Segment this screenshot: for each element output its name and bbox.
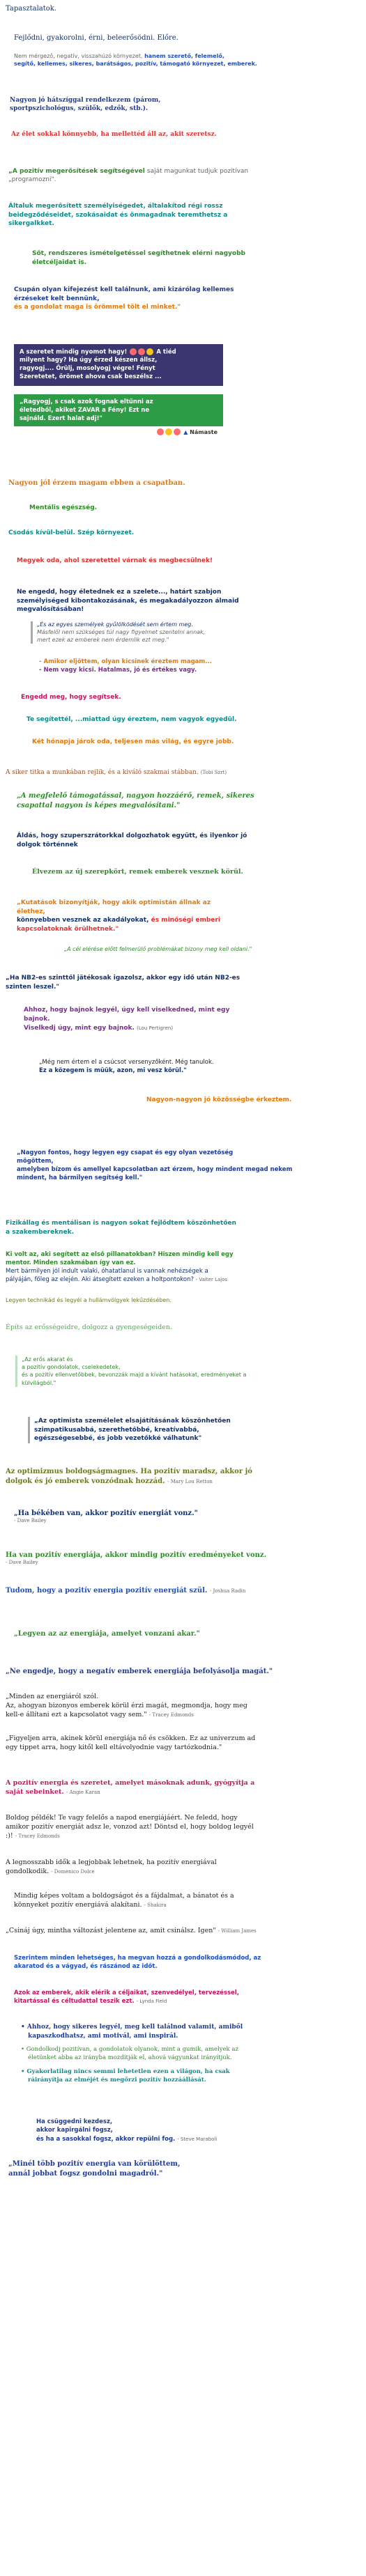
smile-icon [146, 348, 153, 355]
transform-pain [0, 1892, 366, 1910]
willpower-line-3: és a pozitív ellenvetőbbek, bevonzzák majd a kívánt hatásokat, eredményeket a [22, 1372, 247, 1379]
hatred-line-2: Másfelől nem szükséges túl nagy figyelmet szentelni annak, [37, 628, 206, 635]
optimism-quote-box [28, 1417, 338, 1443]
leadership-line-1: „Nagyon fontos, hogy legyen egy csapat és egy olyan vezetőség [17, 1149, 234, 1156]
intro-block [0, 4, 366, 14]
list-item-line-1: • Gondolkodj pozitívan, a gondolatok olyanok, mint a gumik, amelyek az [21, 2046, 345, 2054]
leadership-line-4: mindent, ha bármilyen segítség kell." [17, 1174, 143, 1181]
positive-results [0, 1551, 366, 1566]
goal-problems [0, 946, 366, 952]
happiness-magnet-author: - Mary Lou Retton [167, 1478, 213, 1484]
great-community-text: Nagyon-nagyon jó közösségbe érkeztem. [146, 1096, 292, 1103]
worst-times [0, 1859, 366, 1877]
beautiful-env [0, 529, 366, 536]
research-line-3 [17, 916, 349, 925]
mental-health [0, 504, 366, 511]
optimism-line-1: „Az optimista személelet elsajátításának köszönhetően [34, 1418, 231, 1425]
hatred-line-3: mert ezek az emberek nem érdemlik ezt meg." [37, 636, 169, 643]
life-goals-block [0, 249, 366, 267]
social-post-1-line-4: Szeretetet, örömet ahova csak beszélsz ... [20, 373, 162, 381]
eagles-block [0, 2118, 366, 2143]
page-title: Tapasztalatok. [6, 5, 57, 13]
mentor-block [0, 1251, 366, 1285]
expression-block [0, 286, 366, 312]
small-dialog-line-1: - Amikor eljöttem, olyan kicsinek éreztem magam... [39, 658, 212, 665]
healing-energy-line-2 [6, 1788, 360, 1797]
team-support-quote [0, 791, 366, 810]
happy-day [0, 1814, 366, 1840]
mentor-line-1: Ki volt az, aki segített az első pillanatokban? Hiszen mindig kell egy [6, 1251, 234, 1258]
affirmation-block [0, 167, 366, 184]
list-item-line-2: életünket abba az irányba mozdítják el, ahová vágyunkat irányítjuk. [28, 2054, 232, 2062]
research-line-3b: és minőségi emberi [151, 917, 220, 924]
list-item-line-1: • Gyakorlatilag nincs semmi lehetetlen ezen a világon, ha csak [21, 2068, 345, 2077]
blessing-line-2: dolgok történnek [17, 841, 78, 848]
leadership-line-3a: amelyben bízom és amellyel kapcsolatban azt érzem, hogy mindent [17, 1165, 244, 1173]
list-item [21, 2068, 345, 2085]
great-community [0, 1096, 366, 1103]
all-about-energy-line-3-text: kell-e állítani ezt a kapcsolatot vagy sem." [6, 1710, 147, 1718]
research-line-3a: könnyebben vesznek az akadályokat, [17, 917, 149, 924]
summit-line-1: „Még nem értem el a csúcsot versenyzőként. Még tanulok. [39, 1059, 214, 1066]
research-line-2: élethez, [17, 908, 45, 915]
achievers-author: - Lynda Field [136, 1998, 167, 2004]
make-difference-author: - William James [218, 1928, 257, 1934]
list-item [21, 2023, 345, 2040]
negative-influence [0, 1668, 366, 1675]
environment-block [0, 53, 366, 68]
intro-line [0, 33, 366, 43]
blessing-line-1: Áldás, hogy szuperszrátorkkal dolgozhatok együtt, és ilyenkor jó [17, 832, 247, 839]
happy-day-line-2: amikor pozitív energiát adsz le, vonzod azt! Döntsd el, hogy boldog legyél [6, 1822, 254, 1831]
post-1-text-b: A tiéd [156, 348, 176, 356]
boundary-block [0, 588, 366, 614]
list-item-line-2: kapaszkodhatsz, ami motivál, ami inspirál. [28, 2032, 178, 2040]
heart-icon [130, 348, 137, 355]
eagles-line-2: akkor kapirgálni fogsz, [36, 2127, 113, 2134]
be-the-energy [0, 1630, 366, 1638]
social-post-1 [0, 344, 366, 386]
all-about-energy-author: - Tracey Edmonds [148, 1712, 194, 1718]
mindset-line-1: Szerintem minden lehetséges, ha megvan hozzá a gondolkodásmódod, az [14, 1955, 261, 1962]
mindset-block [0, 1955, 366, 1971]
peace-author: - Dave Bailey [14, 1518, 47, 1523]
technique-text: Legyen technikád és legyél a hullámvölgyek lekűzdésében. [6, 1297, 171, 1303]
happiness-magnet-line-1: Az optimizmus boldogságmagnes. Ha pozitív maradsz, akkor jó [6, 1468, 252, 1475]
achievers-line-2 [14, 1998, 352, 2006]
life-goals-line-2: életcéljaidat is. [32, 258, 87, 266]
watch-energy-line-1: „Figyeljen arra, akinek körül energiája nő és csökken. Ez az univerzum ad [6, 1735, 256, 1742]
like-icon: ▲ [183, 428, 188, 435]
support-line-2: sportpszichológus, szülők, edzők, stb.). [10, 105, 148, 113]
mindset-line-2: akaratod és a vágyad, és rászánod az időt. [14, 1962, 158, 1970]
beautiful-env-text: Csodás kívül-belül. Szép környezet. [8, 529, 135, 536]
social-post-2-line-2: életedből, akiket ZAVAR a Fény! Ezt ne [20, 406, 150, 414]
leadership-line-2: mögöttem, [17, 1157, 54, 1165]
success-secret [0, 769, 366, 776]
mental-health-text: Mentális egészség. [29, 504, 98, 511]
new-role-text: Élvezem az új szerepkört, remek emberek vesznek körül. [32, 868, 243, 876]
happy-day-author: - Tracey Edmonds [15, 1833, 60, 1839]
social-post-2-card [14, 394, 223, 438]
welcome-line [0, 557, 366, 564]
boundary-line-2: személyiséged kibontakozásának, és megakadályozzon álmaid [17, 597, 239, 605]
hatred-quote-box [31, 621, 335, 644]
optimism-quote [0, 1417, 366, 1443]
two-months [0, 738, 366, 745]
willpower-quote-box [15, 1356, 351, 1387]
research-line-1: „Kutatások bizonyítják, hogy akik optimistán állnak az [17, 899, 211, 906]
support-line-1: Nagyon jó hátszíggal rendelkezem (párom, [10, 97, 161, 104]
let-help [0, 694, 366, 701]
leadership-line-3 [17, 1166, 349, 1174]
reinforce-line-1: Általuk megerősített személyiségedet, általakítod régi rossz [8, 203, 223, 210]
list-item-line-1: • Ahhoz, hogy sikeres legyél, meg kell találnod valamit, amiből [21, 2023, 345, 2032]
list-item-line-2: ráirányítja az elméjét és megőrzi pozitív hozzáállását. [28, 2076, 206, 2084]
affirmation-lead: „A pozitív megerősítések segítségével [8, 168, 145, 175]
happy-day-line-1: Boldog példék! Te vagy felelős a napod energiájáért. Ne feledd, hogy [6, 1814, 238, 1822]
let-help-text: Engedd meg, hogy segítsek. [21, 694, 121, 701]
mentor-line-4-text: pályáján, főleg az elején. Aki átsegített ezeken a holtpontokon? [6, 1275, 194, 1283]
happiness-magnet [0, 1467, 366, 1486]
team-support-line-1: „A megfelelő támogatással, nagyon hozzáérő, remek, sikeres [17, 792, 254, 800]
bullet-list-items [21, 2023, 345, 2085]
not-alone-text: Te segítettél, ...miattad úgy éreztem, nem vagyok egyedül. [26, 716, 237, 723]
eagles-line-1: Ha csüggedni kezdesz, [36, 2118, 113, 2125]
transform-pain-line-1: Mindig képes voltam a boldogságot és a fájdalmat, a bánatot és a [14, 1892, 234, 1900]
reactions-bar[interactable] [14, 426, 223, 438]
worst-times-line-1: A legnosszabb idők a legjobbak lehetnek, ha pozitív energiával [6, 1859, 217, 1866]
support-block [0, 96, 366, 113]
transform-pain-author: - Shakira [144, 1902, 167, 1908]
transform-pain-line-2-text: könnyeket pozitív energiává alakítani. [14, 1900, 142, 1909]
achievers-line-1: Azok az emberek, akik elérik a céljaikat, szenvedélyel, tervezéssel, [14, 1989, 239, 1996]
team-support-line-2: csapattal nagyon is képes megvalósítani." [17, 801, 181, 809]
hatred-quote [0, 621, 366, 644]
social-post-2-line-1: „Ragyogj, s csak azok fognak eltűnni az [20, 398, 153, 405]
watch-energy [0, 1735, 366, 1753]
champion-line-2: bajnok. [24, 1016, 50, 1023]
willpower-line-2: a pozitív gondolatok, cselekedetek, [22, 1364, 121, 1371]
positive-results-author: - Dave Bailey [6, 1560, 38, 1565]
social-post-2-line-3: sajnáld. Ezert halat adj!" [20, 414, 102, 422]
success-secret-author: (Tobi Szrt) [200, 770, 227, 775]
eagles-line-3 [36, 2135, 330, 2143]
list-item [21, 2046, 345, 2063]
environment-neg: Nem mérgező, negatív, visszahúzó környezet, [14, 53, 143, 59]
all-about-energy-line-2: Az, ahogyan bizonyos emberek körül érzi magát, megmondja, hogy meg [6, 1701, 247, 1709]
more-energy [0, 2159, 366, 2178]
reinforce-line-3: sikergalkket. [8, 220, 54, 228]
summit-quote [0, 1056, 366, 1078]
two-months-text: Két hónapja járok oda, teljesen más világ, és egyre jobb. [32, 738, 234, 745]
eagles-line-3a: és ha a sasokkal fogsz, [36, 2135, 114, 2143]
small-dialog [0, 658, 366, 675]
nb2-line-1: „Ha NB2-es szinttől jätékosak igazolsz, akkor egy idő után NB2-es [6, 975, 241, 981]
physical-mental-line-2: a szakembereknek. [6, 1228, 75, 1236]
happy-day-line-3-text: :)! [6, 1831, 13, 1840]
all-about-energy-line-1: „Minden az energiáról szól. [6, 1693, 98, 1700]
willpower-line-4: külvilágból." [22, 1379, 56, 1386]
environment-pos: hanem szerető, felemelő, [144, 53, 224, 59]
strengths-line [0, 1324, 366, 1331]
healing-energy-author: - Angie Karan [66, 1789, 100, 1795]
strengths-text: Építs az erősségeidre, dolgozz a gyengeségeiden. [6, 1324, 173, 1331]
energy-breeds-author: - Joshua Radin [209, 1588, 246, 1594]
reinforce-line-2: beidegződéseidet, szokásaidat és önmagadnak teremthetsz a [8, 211, 228, 219]
affirmation-line-1 [8, 167, 358, 176]
leadership-line-3b: megad nekem [245, 1165, 293, 1173]
hatred-line-1: „És az egyes személyek gyűlölködését sem értem meg. [37, 621, 193, 628]
more-energy-line-2: annál jobbat fogsz gondolni magadról." [8, 2169, 163, 2178]
champion-author: (Lou Pertigren) [137, 1025, 174, 1032]
be-the-energy-text: „Legyen az az energiája, amelyet vonzani akar." [14, 1630, 200, 1638]
physical-mental-line-1: Fizikállag és mentálisan is nagyon sokat fejlődtem köszönhetően [6, 1220, 236, 1227]
affirmation-line-2: „programozni". [8, 176, 56, 184]
environment-line-2: segítő, kellemes, sikeres, barátságos, pozitív, támogató környezet, emberek. [14, 60, 257, 67]
energy-breeds [0, 1587, 366, 1595]
mentor-line-3: Mert bármilyen jól indult valaki, óhatatlanul is vannak nehézségek a [6, 1267, 208, 1275]
healing-energy-line-2-text: saját sebeinket. [6, 1787, 64, 1796]
life-goals-line-1: Sőt, rendszeres ismételgetéssel segíthetnek elérni nagyobb [32, 250, 245, 257]
life-easier-text: Az élet sokkal könnyebb, ha mellettéd áll az, akit szeretsz. [11, 131, 217, 138]
healing-energy [0, 1779, 366, 1797]
more-energy-line-1: „Minél több pozitív energia van körülöttem, [8, 2160, 181, 2168]
happiness-magnet-line-2-text: dolgok és jó emberek vonzódnak hozzád. [6, 1477, 165, 1485]
make-difference [0, 1927, 366, 1934]
not-alone [0, 716, 366, 723]
boundary-line-1: Ne engedd, hogy életednek ez a szelete..., határt szabjon [17, 589, 222, 596]
smile-icon [165, 428, 172, 435]
energy-breeds-text: Tudom, hogy a pozitív energia pozitív energiát szül. [6, 1587, 208, 1595]
willpower-line-1: „Az erős akarat és [22, 1356, 73, 1363]
environment-line-1 [14, 53, 352, 61]
summit-line-2: Ez a közegem is müük, azon, mi vesz körül." [39, 1066, 187, 1074]
mentor-line-4 [6, 1276, 360, 1285]
physical-mental [0, 1219, 366, 1236]
mentor-line-2: mentor. Minden szakmában így van ez. [6, 1259, 136, 1266]
nb2-line-2: szinten leszel." [6, 983, 60, 991]
small-dialog-line-2: - Nem vagy kicsi. Hatalmas, jó és értékes vagy. [39, 667, 197, 674]
blessing-block [0, 832, 366, 849]
boundary-line-3: megvalósításában! [17, 606, 84, 614]
healing-energy-line-1: A pozitív energia és szeretet, amelyet másoknak adunk, gyógyítja a [6, 1779, 255, 1787]
nb2-block [0, 974, 366, 991]
post-1-text-a: A szeretet mindig nyomot hagy! [20, 348, 128, 356]
technique-line [0, 1297, 366, 1303]
champion-line-3-text: Viselkedj úgy, mint egy bajnok. [24, 1025, 135, 1032]
bullet-list [0, 2023, 366, 2085]
worst-times-author: - Domenico Dolce [51, 1868, 95, 1875]
make-difference-text: „Csináj úgy, mintha változást jelentene az, amit csinálsz. Igen" [6, 1927, 216, 1934]
happiness-magnet-line-2 [6, 1477, 360, 1487]
all-about-energy-line-3 [6, 1711, 360, 1720]
social-post-2 [0, 394, 366, 438]
eagles-author: - Steve Maraboli [177, 2136, 218, 2142]
research-block [0, 899, 366, 933]
watch-energy-line-2: egy tippet arra, hogy kitől kell eltávolyodnie vagy tartózkodnia." [6, 1743, 222, 1751]
leadership-block [0, 1149, 366, 1183]
achievers-block [0, 1989, 366, 2006]
success-secret-text: A siker titka a munkában rejlik, és a kiváló szakmai stábban. [6, 769, 199, 776]
heart-icon [138, 348, 145, 355]
mentor-author: - Valter Lajos [195, 1276, 228, 1282]
team-feel-text: Nagyon jól érzem magam ebben a csapatban. [8, 479, 185, 487]
life-easier [0, 131, 366, 138]
intro-text: Fejlődni, gyakorolni, érni, beleerősödni. Előre. [14, 34, 178, 42]
transform-pain-line-2 [14, 1901, 352, 1910]
champion-block [0, 1006, 366, 1033]
social-post-1-card [14, 344, 223, 386]
optimism-line-2: szimpatikusabbá, szerethetőbbé, kreatívabbá, [34, 1426, 199, 1434]
achievers-line-2-text: kitartással és céltudattal teszik ezt. [14, 1997, 135, 2005]
affirmation-rest: saját magunkat tudjuk pozitívan [146, 168, 249, 175]
expression-line-3: és a gondolat maga is örömmel tölt el minket." [14, 304, 181, 311]
summit-quote-box [35, 1056, 331, 1078]
champion-line-1: Ahhoz, hogy bajnok legyél, úgy kell viselkedned, mint egy [24, 1007, 230, 1014]
reactions-label: Námaste [190, 428, 218, 435]
welcome-text: Megyek oda, ahol szeretettel várnak és megbecsülnek! [17, 557, 213, 564]
eagles-line-3b: akkor repülni fog. [115, 2135, 176, 2143]
expression-line-1: Csupán olyan kifejezést kell találnunk, ami kizárólag kellemes [14, 286, 234, 293]
optimism-line-3: egészségesebbé, és jobb vezetőkké válhatunk" [34, 1435, 202, 1443]
heart-icon [157, 428, 164, 435]
peace-text: „Ha békében van, akkor pozitív energiát vonz." [14, 1510, 198, 1517]
champion-line-3 [24, 1024, 342, 1033]
peace-line [0, 1509, 366, 1524]
willpower-quote [0, 1356, 366, 1387]
research-line-4: kapcsolatoknak örülhetnek." [17, 925, 119, 933]
all-about-energy [0, 1693, 366, 1719]
new-role [0, 868, 366, 876]
social-post-1-line-3: ragyogj.... Örülj, mosolyogj végre! Fényt [20, 365, 155, 373]
worst-times-line-2-text: gondolkodik. [6, 1867, 49, 1875]
negative-influence-text: „Ne engedje, hogy a negatív emberek energiája befolyásolja magát." [6, 1668, 273, 1675]
social-post-1-line-2: milyent hagy? Ha úgy érzed készen állsz, [20, 357, 158, 364]
expression-line-2: érzéseket kelt bennünk, [14, 295, 100, 302]
team-feel [0, 479, 366, 487]
positive-results-text: Ha van pozitív energiája, akkor mindig pozitív eredményeket vonz. [6, 1551, 267, 1559]
happy-day-line-3 [6, 1832, 360, 1841]
social-post-1-line-1 [20, 348, 218, 357]
heart-icon [174, 428, 181, 435]
reinforce-block [0, 202, 366, 228]
worst-times-line-2 [6, 1868, 360, 1877]
goal-problems-text: „A cél elérése előtt felmerülő problémákat bizony meg kell oldani." [64, 946, 252, 952]
